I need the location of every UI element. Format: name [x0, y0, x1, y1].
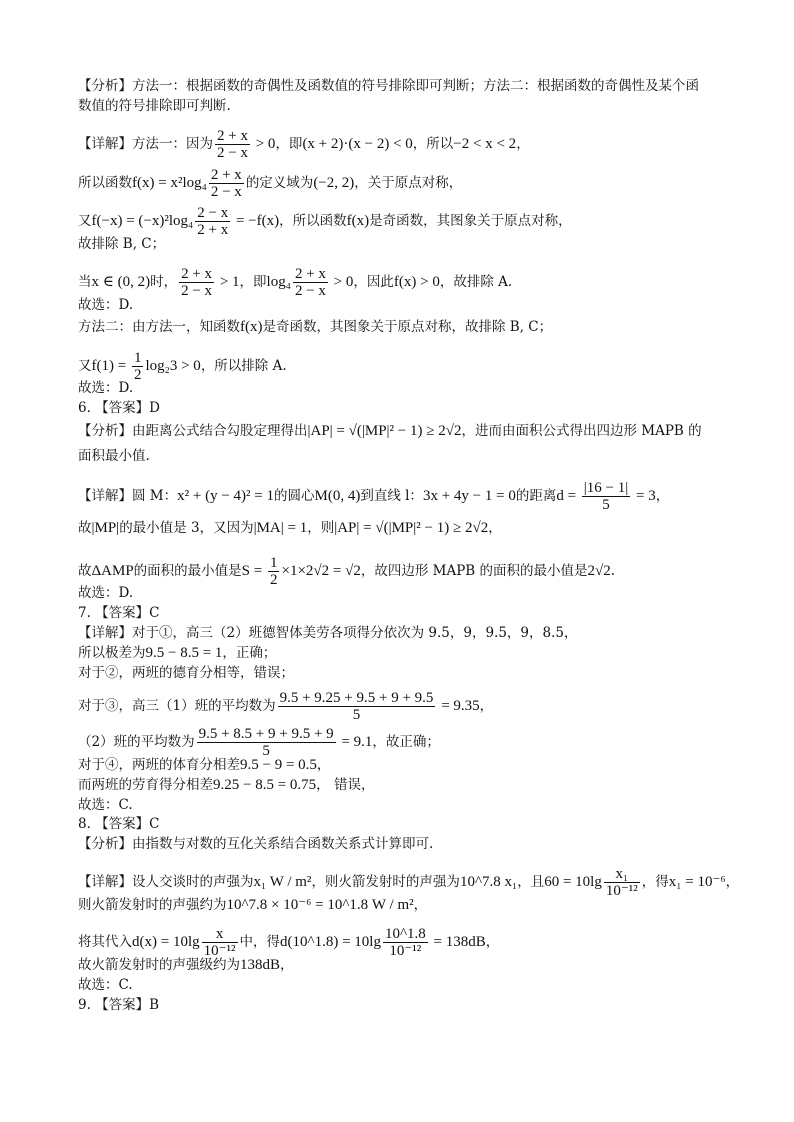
text-run: ，进而由面积公式得出四边形 MAPB 的: [461, 423, 702, 439]
fraction-denominator: 2 − x: [210, 184, 242, 200]
text-run: 故排除 B, C；: [78, 236, 166, 252]
text-run: 故火箭发射时的声强级约为: [78, 957, 240, 973]
math-fraction: [209, 167, 244, 200]
text-run: .: [610, 563, 616, 579]
math-expression: f(−x) = (−x)²log₄: [91, 213, 194, 229]
math-expression: f(x): [346, 213, 370, 229]
math-expression: = −f(x): [232, 213, 280, 229]
math-expression: x₁ = 10⁻⁶: [668, 874, 726, 890]
fraction-numerator: 2 + x: [294, 266, 326, 282]
text-line: [78, 896, 427, 914]
text-run: ，得: [641, 874, 669, 890]
math-fraction: [293, 266, 328, 299]
text-run: ，所以函数: [279, 213, 347, 229]
fraction-denominator: 10⁻¹²: [605, 883, 638, 899]
fraction-numerator: 2 + x: [181, 266, 213, 282]
text-line: [78, 167, 462, 200]
text-run: ，故排除 A.: [439, 274, 513, 290]
text-run: ，且: [517, 874, 545, 890]
text-run: ，: [485, 934, 500, 950]
text-line: [78, 644, 276, 662]
text-run: 面积最小值.: [78, 448, 150, 464]
math-expression: x ∈ (0, 2): [91, 274, 151, 290]
text-line: [78, 866, 739, 899]
math-fraction: [202, 926, 238, 959]
math-expression: 3x + 4y − 1 = 0: [422, 488, 516, 504]
text-run: 的圆心: [274, 488, 315, 504]
text-run: 当: [78, 274, 92, 290]
fraction-numerator: 2 + x: [217, 128, 248, 144]
math-expression: d =: [556, 488, 580, 504]
math-expression: f(x) > 0: [393, 274, 440, 290]
text-run: 【分析】由指数与对数的互化关系结合函数关系式计算即可.: [78, 836, 434, 852]
text-run: 7. 【答案】C: [78, 605, 160, 621]
text-run: 则火箭发射时的声强约为: [78, 897, 227, 913]
math-fraction: [179, 266, 214, 299]
text-line: [78, 926, 499, 959]
math-fraction: [132, 350, 144, 383]
text-line: [78, 266, 512, 299]
text-run: ，所以排除 A.: [200, 358, 287, 374]
text-run: ，则: [307, 520, 335, 536]
fraction-numerator: 9.5 + 9.25 + 9.5 + 9 + 9.5: [279, 690, 434, 706]
math-expression: log₂3 > 0: [145, 358, 201, 374]
text-run: 【详解】设人交谈时的声强为: [78, 874, 254, 890]
text-run: ，关于原点对称，: [354, 175, 463, 191]
fraction-denominator: 2 − x: [294, 283, 326, 299]
math-fraction: [278, 690, 436, 723]
text-run: （2）班的平均数为: [78, 734, 195, 750]
text-line: [78, 956, 294, 974]
fraction-numerator: x: [202, 926, 238, 943]
text-line: [78, 690, 493, 723]
text-run: 【详解】对于①，高三（2）班德智体美劳各项得分依次为 9.5，9，9.5，9，8.5，: [78, 625, 578, 641]
text-run: 故选：D.: [78, 380, 134, 396]
fraction-numerator: 1: [133, 350, 142, 366]
math-fraction: [268, 555, 280, 588]
text-run: 的定义域为: [245, 175, 314, 191]
text-run: 而两班的劳育得分相差: [78, 777, 213, 793]
fraction-denominator: 10⁻¹²: [389, 943, 422, 959]
text-line: [78, 519, 502, 537]
text-line: [78, 422, 702, 440]
math-expression: 9.25 − 8.5 = 0.75: [213, 777, 317, 793]
math-expression: > 0: [251, 136, 276, 152]
text-line: [78, 77, 699, 95]
math-expression: |MA| = 1: [253, 520, 308, 536]
math-expression: f(x) = x²log₄: [132, 175, 207, 191]
text-line: [78, 815, 160, 833]
text-line: [78, 756, 330, 774]
fraction-numerator: x₁: [604, 866, 640, 883]
text-run: 数值的符号排除即可判断.: [78, 98, 231, 114]
math-fraction: [197, 726, 336, 759]
text-line: [78, 318, 552, 336]
text-run: 方法二：由方法一，知函数: [78, 319, 240, 335]
math-expression: 9.5 − 9 = 0.5: [240, 757, 317, 773]
text-run: 是奇函数，其图象关于原点对称，: [369, 213, 572, 229]
fraction-denominator: 2: [133, 367, 142, 383]
text-line: [78, 128, 530, 161]
fraction-denominator: 2: [269, 572, 278, 588]
fraction-denominator: 10⁻¹²: [203, 943, 236, 959]
text-run: 6. 【答案】D: [78, 400, 160, 416]
text-run: 的最小值是 3，又因为: [119, 520, 254, 536]
math-fraction: [582, 480, 630, 513]
math-expression: d(10^1.8) = 10lg: [280, 934, 381, 950]
math-expression: x² + (y − 4)² = 1: [177, 488, 274, 504]
text-run: ，故四边形 MAPB 的面积的最小值是: [360, 563, 588, 579]
math-expression: = 138dB: [429, 934, 486, 950]
text-run: 9. 【答案】B: [78, 997, 160, 1013]
text-line: [78, 447, 150, 465]
math-expression: |AP| = √(|MP|² − 1) ≥ 2√2: [307, 423, 462, 439]
text-run: ，所以: [412, 136, 454, 152]
text-run: ，: [479, 698, 494, 714]
text-line: [78, 835, 433, 853]
math-fraction: [383, 926, 428, 959]
text-run: 将其代入: [78, 934, 132, 950]
math-expression: 2√2: [587, 563, 611, 579]
text-run: 故选：D.: [78, 297, 134, 313]
text-line: [78, 776, 374, 794]
fraction-denominator: 2 + x: [197, 222, 229, 238]
text-run: ，: [655, 488, 670, 504]
text-run: ，: [316, 757, 331, 773]
text-line: [78, 624, 577, 642]
fraction-denominator: 2 − x: [181, 283, 213, 299]
math-fraction: [195, 205, 230, 238]
math-expression: |AP| = √(|MP|² − 1) ≥ 2√2: [334, 520, 489, 536]
math-expression: f(x): [240, 319, 263, 335]
text-run: ，: [516, 136, 530, 152]
text-run: 故: [78, 520, 92, 536]
text-run: ，: [488, 520, 502, 536]
text-run: ，则火箭发射时的声强为: [311, 874, 460, 890]
text-line: [78, 296, 133, 314]
text-run: ，即: [239, 274, 267, 290]
text-run: 对于④，两班的体育分相差: [78, 757, 240, 773]
text-line: [78, 976, 133, 994]
text-line: [78, 796, 133, 814]
text-run: ，: [413, 897, 428, 913]
math-expression: S =: [241, 563, 266, 579]
text-run: 故选：C.: [78, 977, 133, 993]
text-run: 所以函数: [78, 175, 132, 191]
text-line: [78, 480, 669, 513]
text-run: 是奇函数，其图象关于原点对称，故排除 B, C；: [262, 319, 553, 335]
fraction-denominator: 5: [262, 743, 270, 759]
math-expression: 10^7.8 × 10⁻⁶ = 10^1.8 W / m²: [226, 897, 414, 913]
text-run: 对于②，两班的德育分相等，错误；: [78, 665, 294, 681]
fraction-denominator: 5: [602, 497, 610, 513]
text-run: 【分析】由距离公式结合勾股定理得出: [78, 423, 308, 439]
text-run: ， 错误，: [316, 777, 375, 793]
math-expression: f(1) =: [91, 358, 130, 374]
math-expression: 138dB: [240, 957, 281, 973]
math-expression: d(x) = 10lg: [132, 934, 200, 950]
text-run: ，: [280, 957, 294, 973]
text-run: 8. 【答案】C: [78, 816, 160, 832]
text-line: [78, 205, 572, 238]
text-line: [78, 97, 231, 115]
math-expression: 9.5 − 8.5 = 1: [145, 645, 223, 661]
math-expression: 10^7.8 x₁: [459, 874, 518, 890]
math-expression: |MP|: [91, 520, 120, 536]
fraction-denominator: 2 − x: [217, 145, 248, 161]
math-expression: −2 < x < 2: [453, 136, 517, 152]
text-run: 又: [78, 213, 92, 229]
text-line: [78, 604, 160, 622]
text-run: 故选：D.: [78, 585, 134, 601]
text-line: [78, 399, 160, 417]
text-line: [78, 379, 133, 397]
text-line: [78, 726, 440, 759]
math-expression: > 0: [329, 274, 354, 290]
text-run: 【分析】方法一：根据函数的奇偶性及函数值的符号排除即可判断；方法二：根据函数的奇偶性及某个函: [78, 78, 699, 94]
text-run: 时，: [150, 274, 178, 290]
math-fraction: [215, 128, 250, 161]
fraction-numerator: 9.5 + 8.5 + 9 + 9.5 + 9: [198, 726, 334, 742]
text-run: 所以极差为: [78, 645, 146, 661]
math-expression: M(0, 4): [314, 488, 361, 504]
math-expression: log₄: [266, 274, 291, 290]
text-line: [78, 996, 159, 1014]
text-line: [78, 555, 615, 588]
math-expression: = 9.35: [437, 698, 480, 714]
text-run: ，因此: [353, 274, 394, 290]
math-expression: ×1×2√2 = √2: [281, 563, 361, 579]
fraction-numerator: 2 + x: [210, 167, 242, 183]
math-expression: = 9.1: [337, 734, 373, 750]
text-run: ，正确；: [222, 645, 277, 661]
text-run: 故选：C.: [78, 797, 133, 813]
text-run: 【详解】方法一：因为: [78, 136, 213, 152]
text-run: 对于③，高三（1）班的平均数为: [78, 698, 276, 714]
math-fraction: [604, 866, 640, 899]
text-line: [78, 235, 165, 253]
math-expression: x₁ W / m²: [253, 874, 312, 890]
math-expression: 60 = 10lg: [544, 874, 602, 890]
fraction-denominator: 5: [352, 707, 361, 723]
fraction-numerator: 10^1.8: [384, 926, 426, 942]
math-expression: (−2, 2): [313, 175, 355, 191]
text-run: ，: [725, 874, 740, 890]
math-expression: = 3: [632, 488, 656, 504]
text-run: 到直线 l：: [360, 488, 423, 504]
text-run: 【详解】圆 M：: [78, 488, 178, 504]
math-expression: (x + 2)·(x − 2) < 0: [302, 136, 413, 152]
math-expression: ΔAMP: [91, 563, 134, 579]
text-run: ，即: [275, 136, 303, 152]
fraction-numerator: |16 − 1|: [583, 480, 629, 496]
text-run: 中，得: [239, 934, 281, 950]
text-run: 的距离: [515, 488, 557, 504]
fraction-numerator: 1: [269, 555, 278, 571]
text-run: 的面积的最小值是: [133, 563, 242, 579]
text-run: 故: [78, 563, 92, 579]
math-expression: > 1: [216, 274, 240, 290]
text-line: [78, 664, 294, 682]
fraction-numerator: 2 − x: [197, 205, 229, 221]
text-line: [78, 584, 133, 602]
text-run: ，故正确；: [372, 734, 440, 750]
text-run: 又: [78, 358, 92, 374]
